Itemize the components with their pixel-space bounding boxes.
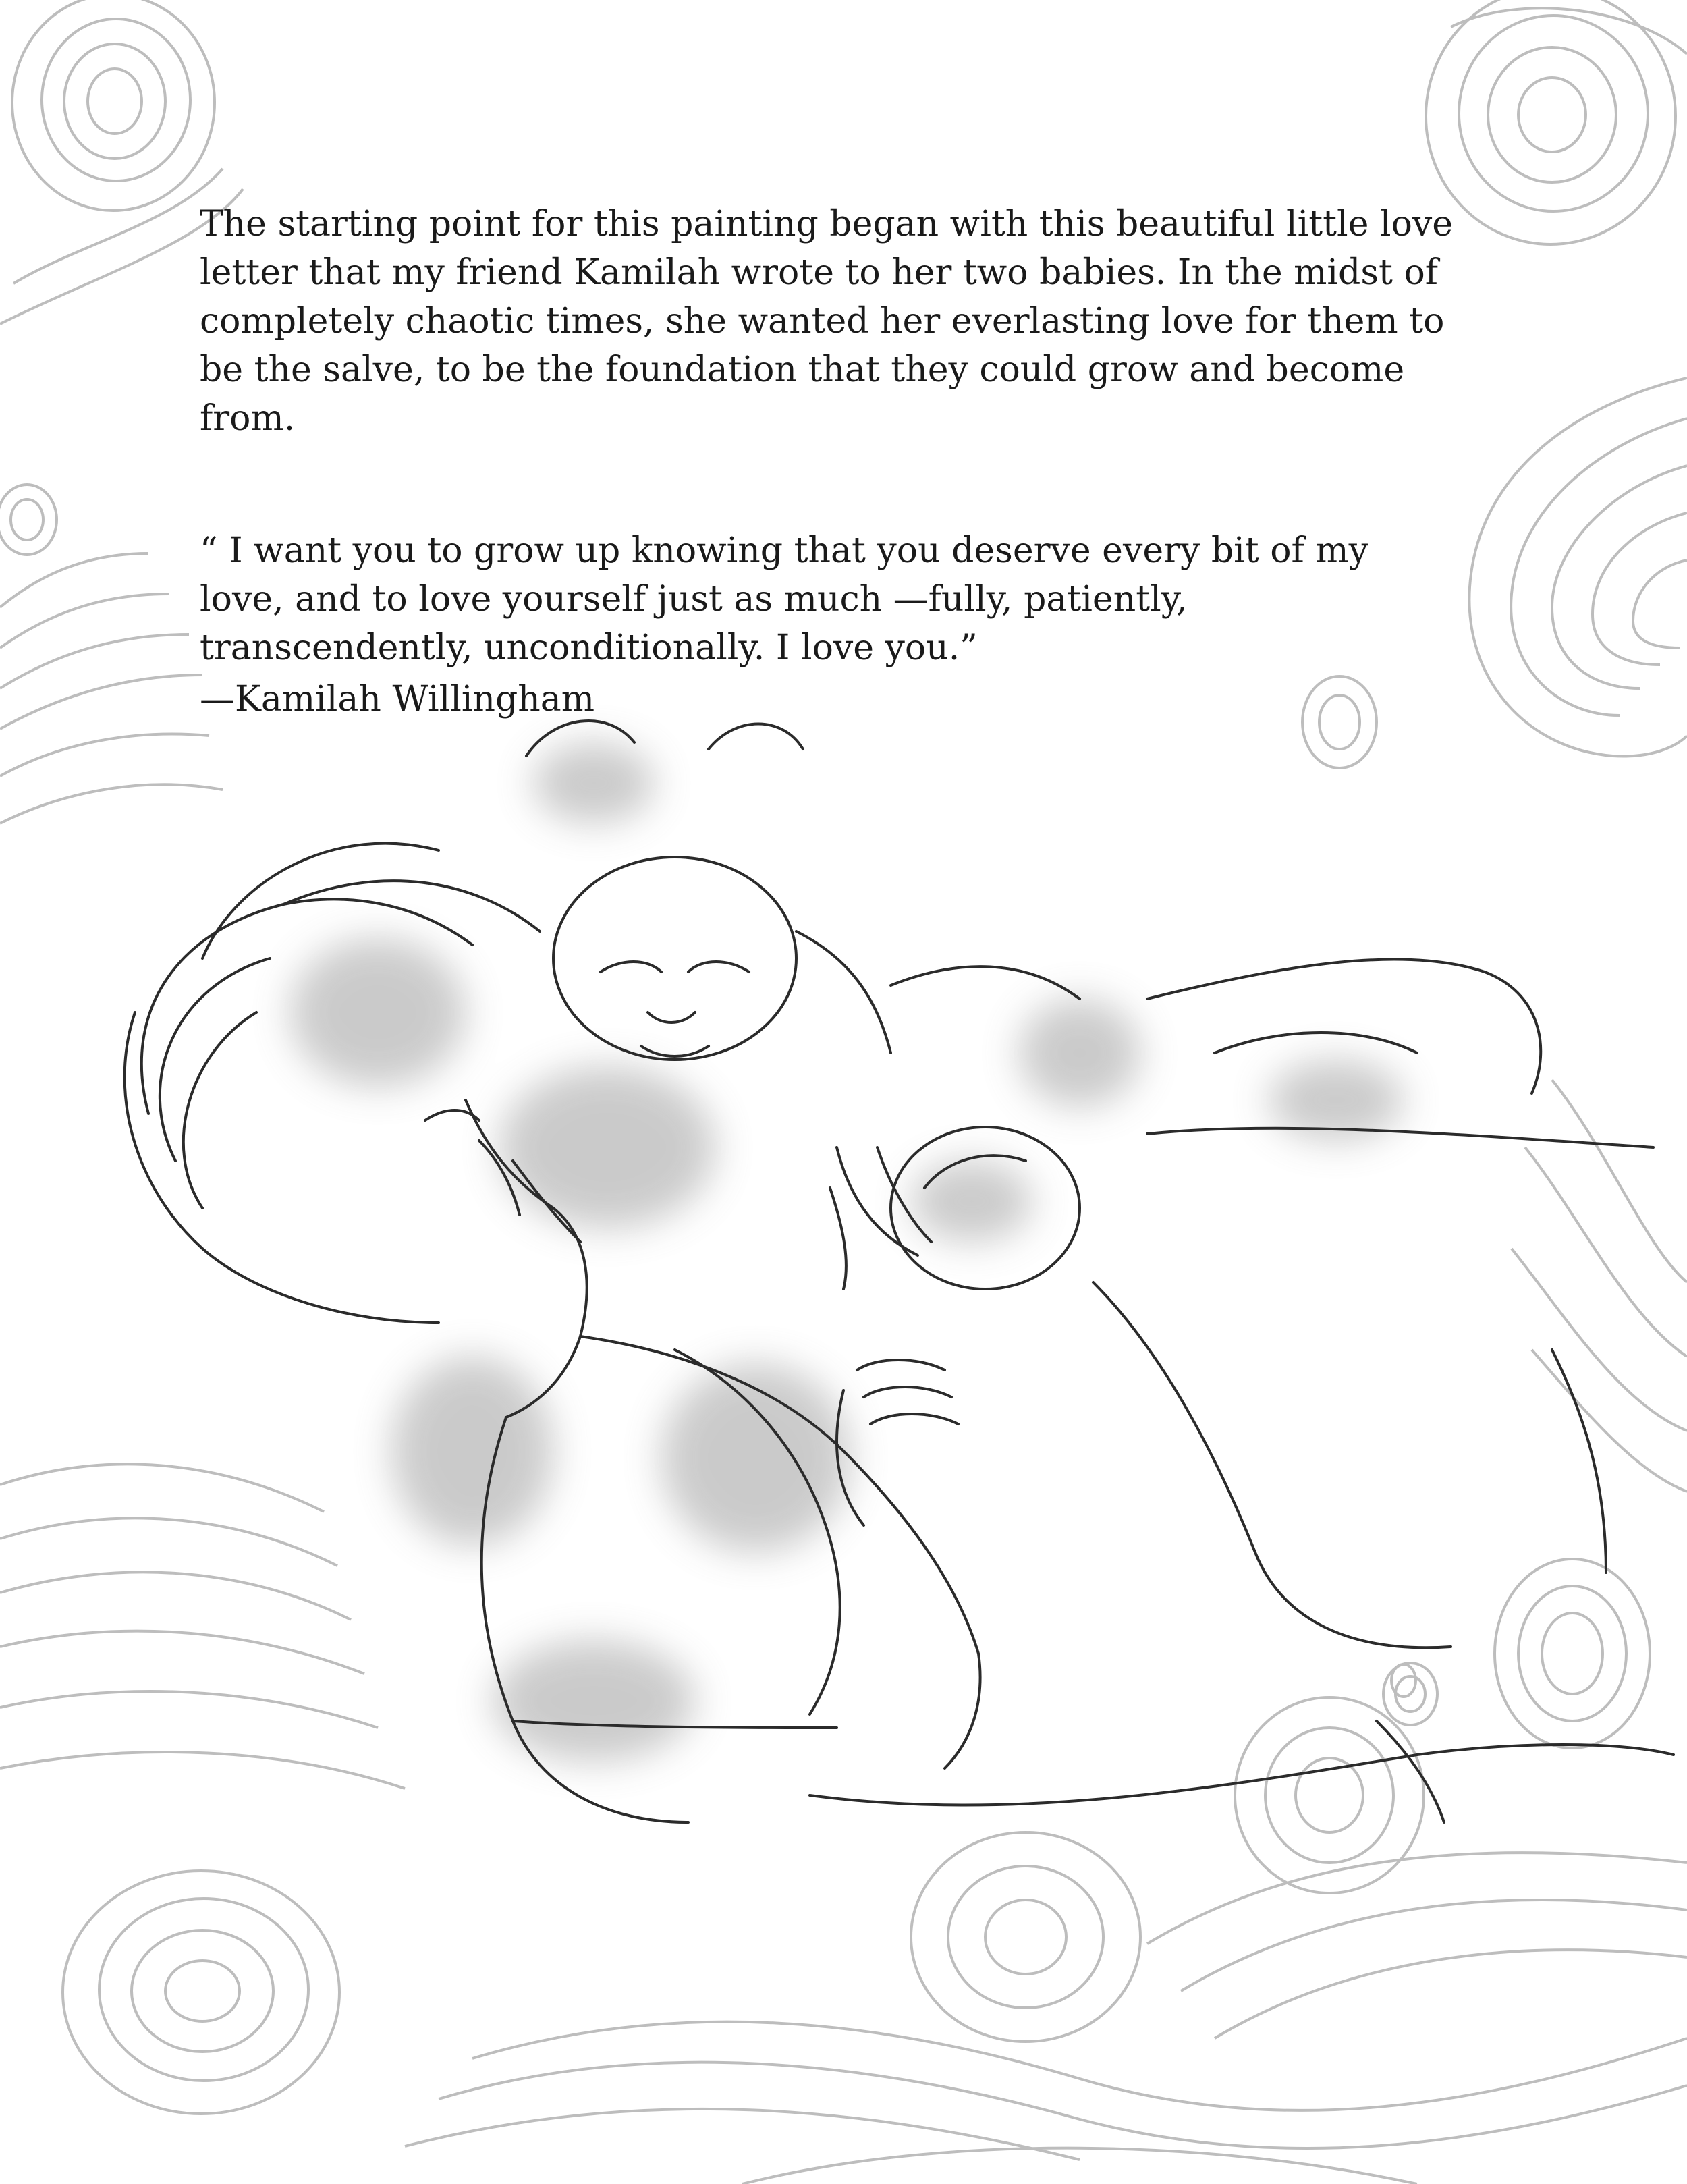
swirl-bottom-left <box>63 1871 339 2114</box>
quote-text: “ I want you to grow up knowing that you deserve every bit of my love, and to love yourself just as much —fully, patiently, transcendently, unconditionally. I love you.” <box>200 530 1368 668</box>
intro-paragraph: The starting point for this painting began with this beautiful little love letter that my friend Kamilah wrote to her two babies. In the midst of completely chaotic times, she wanted her everlasting love for them to be the salve, to be the foundation that they could grow and become from. <box>200 204 1454 439</box>
swirl-left-small <box>0 485 57 555</box>
swirl-right-mid <box>1302 676 1377 768</box>
waves-left-mid <box>0 553 223 823</box>
waves-right-edge <box>1512 1080 1687 1492</box>
swirl-bottom-center <box>911 1832 1140 2042</box>
waves-bottom <box>0 1464 1687 2184</box>
sketch-figures <box>125 721 1674 1822</box>
quote-attribution: —Kamilah Willingham <box>200 679 595 719</box>
swirl-small-center <box>1391 1664 1416 1697</box>
